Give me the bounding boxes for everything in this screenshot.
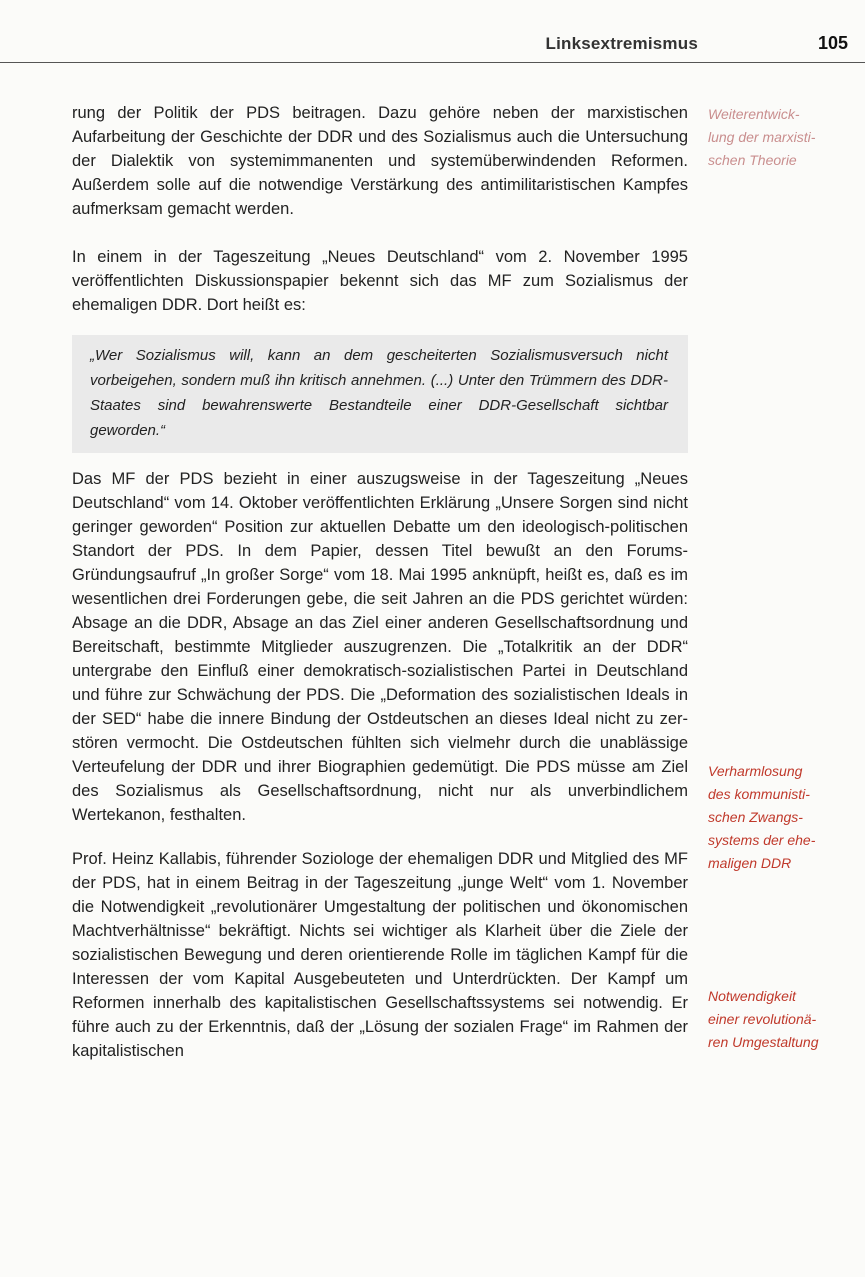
paragraph-1: rung der Politik der PDS beitragen. Dazu gehöre neben der marxistischen Aufarbeitung der Geschichte der DDR und des Sozialismus auch die Untersuchung der Dialektik von systemimmanenten und systemüberwindenden Reformen. Außerdem solle auf die notwendige Verstärkung des antimilitaristischen Kampfes aufmerksam gemacht werden. <box>72 104 688 218</box>
margin-note-line: schen Zwangs- <box>708 809 803 825</box>
paragraph-3: Das MF der PDS bezieht in einer auszugsweise in der Tageszeitung „Neues Deutschland“ vom 14. Oktober veröffentlichten Erklärung „Unsere Sorgen sind nicht geringer geworden“ Position zur aktuellen Debatte um den ideologisch-politischen Standort der PDS. In dem Papier, dessen Titel bewußt an den Forums-Gründungsaufruf „In großer Sorge“ vom 18. Mai 1995 anknüpft, heißt es, daß es im wesentlichen drei Forderungen gebe, die seit Jahren an die PDS gerichtet würden: Absage an die DDR, Absage an das Ziel einer anderen Gesellschaftsordnung und Bereitschaft, bestimmte Mitglieder auszugrenzen. Die „Totalkritik an der DDR“ untergrabe den Einfluß einer demokratisch-sozialistischen Partei in Deutschland und führe zur Schwächung der PDS. Die „Deformation des sozialistischen Ideals in der SED“ habe die innere Bindung der Ostdeutschen an dieses Ideal nicht zu zerstören vermocht. Die Ostdeutschen fühlten sich vielmehr durch die unablässige Verteufelung der DDR und ihrer Biographien gedemütigt. Die PDS müsse am Ziel des Sozialismus als Gesellschaftsordnung, nicht nur als unverbindlichem Wertekanon, festhalten. <box>72 470 688 824</box>
paragraph-2: In einem in der Tageszeitung „Neues Deutschland“ vom 2. November 1995 veröffentlichten Diskussionspapier bekennt sich das MF zum Sozialismus der ehemaligen DDR. Dort heißt es: <box>72 248 688 314</box>
margin-note-line: maligen DDR <box>708 855 792 871</box>
margin-note-line: des kommunisti- <box>708 786 810 802</box>
margin-note-line: einer revolutionä- <box>708 1011 817 1027</box>
page-number: 105 <box>817 33 848 53</box>
main-text <box>72 101 688 1085</box>
running-title: Linksextremismus <box>545 34 698 53</box>
margin-note-line: lung der marxisti- <box>708 129 816 145</box>
margin-note-revolution <box>708 985 858 1054</box>
margin-note-line: ren Umgestaltung <box>708 1034 819 1050</box>
margin-note-line: systems der ehe- <box>708 832 816 848</box>
margin-note-ddr <box>708 760 858 875</box>
header-rule <box>0 62 865 63</box>
block-quote: „Wer Sozialismus will, kann an dem gescheiterten Sozialismusversuch nicht vorbeigehen, sondern muß ihn kritisch annehmen. (...) Unter den Trümmern des DDR-Staates sind bewahrenswerte Bestandteile einer DDR-Gesellschaft sichtbar geworden.“ <box>72 335 688 453</box>
margin-note-line: schen Theorie <box>708 152 797 168</box>
margin-note-line: Weiterentwick- <box>708 106 800 122</box>
margin-note-line: Verharmlosung <box>708 763 803 779</box>
paragraph-4: Prof. Heinz Kallabis, führender Soziologe der ehemaligen DDR und Mitglied des MF der PDS, hat in einem Beitrag in der Tageszeitung „junge Welt“ vom 1. November die Notwendigkeit „revolutionärer Umgestaltung der politischen und ökonomischen Machtverhältnisse“ bekräftigt. Nichts sei wichtiger als Klarheit über die Ziele der sozialistischen Bewegung und deren orientierende Rolle im täglichen Kampf für die Interessen der vom Kapital Ausgebeuteten und Unterdrückten. Der Kampf um Reformen innerhalb des kapitalistischen Gesellschaftssystems sei notwendig. Er führe auch zu der Erkenntnis, daß der „Lösung der sozialen Frage“ im Rahmen der kapitalistischen <box>72 850 688 1060</box>
margin-note-theory <box>708 103 858 172</box>
margin-note-line: Notwendigkeit <box>708 988 796 1004</box>
